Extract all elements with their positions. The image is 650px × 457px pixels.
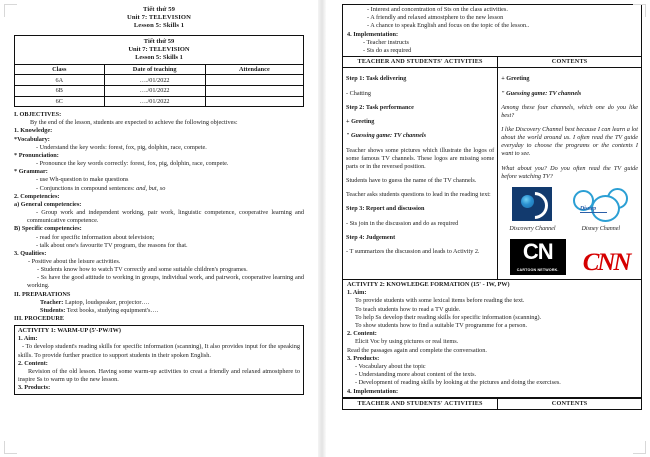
activity-1-products-title: 3. Products: <box>18 383 51 391</box>
activity-1-aim-title: 1. Aim: <box>18 335 38 343</box>
table-row <box>343 68 642 280</box>
activity-2-content-title: 2. Content: <box>347 330 377 338</box>
implementation-item-1: - Teacher instructs <box>363 38 409 46</box>
competencies-title: 2. Competencies: <box>14 192 60 200</box>
table-header-row <box>15 64 304 75</box>
activity-2-table <box>342 398 642 410</box>
table-header-row <box>343 57 642 68</box>
vocabulary-item: - Understand the key words: forest, fox, pig, dolphin, race, compete. <box>36 143 207 151</box>
pronunciation-item: - Pronounce the key words correctly: forest, fox, pig, dolphin, race, compete. <box>36 160 229 168</box>
activity-2-products-item-3: - Development of reading skills by looking at the pictures and doing the exercises. <box>355 379 561 387</box>
table-title-row <box>15 35 304 64</box>
activity-2-products-title: 3. Products: <box>347 354 380 362</box>
table-row <box>15 75 304 86</box>
knowledge-title: 1. Knowledge: <box>14 127 53 135</box>
contents-greeting-label: + Greeting <box>501 75 530 83</box>
objectives-title: I. OBJECTIVES: <box>14 111 62 119</box>
procedure-title: III. PROCEDURE <box>14 315 65 323</box>
table-title-line-2: Unit 7: TELEVISION <box>128 45 190 53</box>
students-text: Text books, studying equipment's…. <box>65 306 159 314</box>
activity-2-aim-title: 1. Aim: <box>347 289 367 297</box>
cell-contents <box>498 68 642 280</box>
page-left <box>0 0 318 457</box>
objectives-intro: By the end of the lesson, students are expected to achieve the following objectives: <box>30 119 238 127</box>
activity-2-products-item-1: - Vocabulary about the topic <box>355 363 426 371</box>
logo-cell-cnn <box>583 248 630 278</box>
step-4-title: Step 4: Judgement <box>346 233 396 241</box>
specific-item-2: - talk about one's favourite TV program, the reasons for that. <box>36 241 188 249</box>
activity-1-title: ACTIVITY 1: WARM-UP (5'-PW/IW) <box>18 327 121 335</box>
page-heading <box>14 6 304 31</box>
activity-2-aim-item-4: To show students how to find a suitable TV programme for a person. <box>355 322 528 330</box>
activity-1-aim-text: - To develop student's reading skills for specific information (scanning), It also provides input for the speaking skills. To provide further practice to support students in their spoken English. <box>18 343 300 359</box>
step-4-item: - T summarizes the discussion and leads to Activity 2. <box>346 248 480 256</box>
students-label: Students: <box>40 306 66 314</box>
contents-question-1: Among these four channels, which one do you like best? <box>501 103 638 119</box>
preparations-title: II. PREPARATIONS <box>14 290 71 298</box>
heading-line-3: Lesson 5: Skills 1 <box>133 22 185 30</box>
activity-2-content-item-1: Elicit Voc by using pictures or real items. <box>355 338 459 346</box>
disney-channel-icon <box>572 187 630 221</box>
discovery-channel-caption: Discovery Channel <box>509 225 556 232</box>
logo-cell-disney <box>572 187 630 233</box>
step-3-item: - Sts join in the discussion and do as required <box>346 219 459 227</box>
guessing-game-label: " Guessing game: TV channels <box>346 132 426 140</box>
products-item-1: - Interest and concentration of Sts on the class activities. <box>367 6 508 13</box>
cnn-icon: CNN <box>582 249 630 276</box>
table-row <box>15 85 304 96</box>
activity-2-aim-item-1: To provide students with some lexical items before reading the text. <box>355 297 525 305</box>
activity-paragraph-3: Teacher asks students questions to lead in the reading text: <box>346 191 491 199</box>
step-3-title: Step 3: Report and discussion <box>346 205 425 213</box>
column-header-activities: TEACHER AND STUDENTS' ACTIVITIES <box>343 57 498 68</box>
products-item-3: - A chance to speak English and focus on the topic of the lesson.. <box>367 22 530 30</box>
crop-mark-bottom-left <box>4 441 17 454</box>
qualities-title: 3. Qualities: <box>14 249 47 257</box>
disney-channel-caption: Disney Channel <box>581 225 621 232</box>
cell-date: …./01/2022 <box>104 96 205 107</box>
activity-paragraph-2: Students have to guess the name of the TV channels. <box>346 176 477 184</box>
activity-2-box <box>342 280 642 398</box>
column-header-class: Class <box>15 64 105 75</box>
column-header-activities: TEACHER AND STUDENTS' ACTIVITIES <box>343 398 498 409</box>
discovery-channel-icon <box>512 187 552 221</box>
activity-2-implementation-title: 4. Implementation: <box>347 387 399 395</box>
implementation-item-2: - Sts do as required <box>363 47 412 55</box>
column-header-contents: CONTENTS <box>498 57 642 68</box>
logo-row-bottom <box>501 239 638 278</box>
activity-1-table <box>342 56 642 280</box>
activity-2-products-item-2: - Understanding more about content of the texts. <box>355 371 477 379</box>
cell-attendance <box>205 85 303 96</box>
heading-line-1: Tiết thứ 59 <box>142 6 176 13</box>
page-gutter <box>318 0 326 457</box>
preparations-teacher <box>14 299 304 307</box>
column-header-date: Date of teaching <box>104 64 205 75</box>
table-title-line-3: Lesson 5: Skills 1 <box>135 53 183 61</box>
disney-underline <box>580 212 607 214</box>
logo-cell-cartoon-network <box>510 239 566 278</box>
vocabulary-title: *Vocabulary: <box>14 135 50 143</box>
activity-2-aim-item-2: To teach students how to read a TV guide. <box>355 305 461 313</box>
table-row <box>15 96 304 107</box>
logo-cell-discovery <box>509 187 555 233</box>
general-competencies-title: a) General competencies: <box>14 200 82 208</box>
pronunciation-title: * Pronunciation: <box>14 151 59 159</box>
contents-answer-1: I like Discovery Channel best because I can learn a lot about the world around us. I often read the TV guide everyday to choose the programs or the contents I want to see. <box>501 126 638 158</box>
table-header-row <box>343 398 642 409</box>
activity-1-content-title: 2. Content: <box>18 359 48 367</box>
activity-2-content-item-2: Read the passages again and complete the conversation. <box>347 346 487 354</box>
implementation-title: 4. Implementation: <box>347 30 399 38</box>
cartoon-network-tagline: CARTOON NETWORK. <box>516 267 559 272</box>
cartoon-network-icon <box>510 239 566 275</box>
column-header-attendance: Attendance <box>205 64 303 75</box>
column-header-contents: CONTENTS <box>498 398 642 409</box>
heading-line-2: Unit 7: TELEVISION <box>127 14 191 22</box>
cell-attendance <box>205 75 303 86</box>
table-title-cell <box>15 35 304 64</box>
cell-class: 6C <box>15 96 105 107</box>
preparations-students <box>14 307 304 315</box>
teacher-text: Laptop, loudspeaker, projector…. <box>63 298 150 306</box>
objectives-section <box>14 111 304 323</box>
logo-row-top <box>501 187 638 233</box>
cell-date: …./01/2022 <box>104 75 205 86</box>
specific-item-1: - read for specific information about television; <box>36 233 155 241</box>
contents-question-2: What about you? Do you often read the TV guide before watching TV? <box>501 164 638 180</box>
activity-1-box <box>14 325 304 395</box>
step-1-title: Step 1: Task delivering <box>346 75 407 83</box>
qualities-item-1: - Positive about the leisure activities. <box>28 257 121 265</box>
activity-2-aim-item-3: To help Ss develop their reading skills for specific information (scanning). <box>355 313 542 321</box>
contents-guessing-game-label: " Guessing game: TV channels <box>501 89 582 97</box>
grammar-item-2 <box>14 185 304 193</box>
products-item-2: - A friendly and relaxed atmostphere to the new lesson <box>367 14 504 22</box>
disney-wordmark: Disnep <box>579 205 596 212</box>
specific-competencies-title: B) Specific competencies: <box>14 225 82 233</box>
class-info-table <box>14 35 304 108</box>
activity-1-continuation <box>342 4 642 56</box>
grammar-item-2-emphasis: and, but, so <box>136 184 166 192</box>
step-2-title: Step 2: Task performance <box>346 103 414 111</box>
greeting-label: + Greeting <box>346 118 375 126</box>
activity-1-content-text: Revision of the old lesson. Having some warm-up activities to creat a friendly and relaxed atmostphere to inspire Ss to warm up to the new lesson. <box>18 367 300 383</box>
page-right <box>326 0 650 457</box>
cell-teacher-student-activities <box>343 68 498 280</box>
grammar-item-2-text: - Conjunctions in compound sentences: <box>36 184 137 192</box>
tv-channel-logos <box>501 187 638 278</box>
globe-icon <box>521 195 534 208</box>
cell-date: …./01/2022 <box>104 85 205 96</box>
cell-class: 6A <box>15 75 105 86</box>
cell-class: 6B <box>15 85 105 96</box>
grammar-item-1: - use Wh-question to make questions <box>36 176 129 184</box>
step-1-item: - Chatting <box>346 89 371 97</box>
cell-attendance <box>205 96 303 107</box>
activity-paragraph-1: Teacher shows some pictures which illustrate the logos of some famous TV channels. These logos are missing some parts or in the reversed position. <box>346 146 495 170</box>
qualities-item-3: - Ss have the good attitude to working in groups, individual work, and pairwork, cooperative learning and working. <box>27 274 304 290</box>
activity-2-title: ACTIVITY 2: KNOWLEDGE FORMATION (15' - IW, PW) <box>347 281 510 288</box>
general-competencies-item: - Group work and independent working, pair work, linguistic competence, cooperative learning and communicative competence. <box>27 209 304 225</box>
cartoon-network-letters: CN <box>522 238 553 264</box>
grammar-title: * Grammar: <box>14 168 48 176</box>
crop-mark-bottom-right <box>633 441 646 454</box>
teacher-label: Teacher: <box>40 298 64 306</box>
table-title-line-1: Tiết thứ 59 <box>143 37 175 45</box>
qualities-item-2: - Students know how to watch TV correctly and some suitable children's programes. <box>37 266 248 274</box>
